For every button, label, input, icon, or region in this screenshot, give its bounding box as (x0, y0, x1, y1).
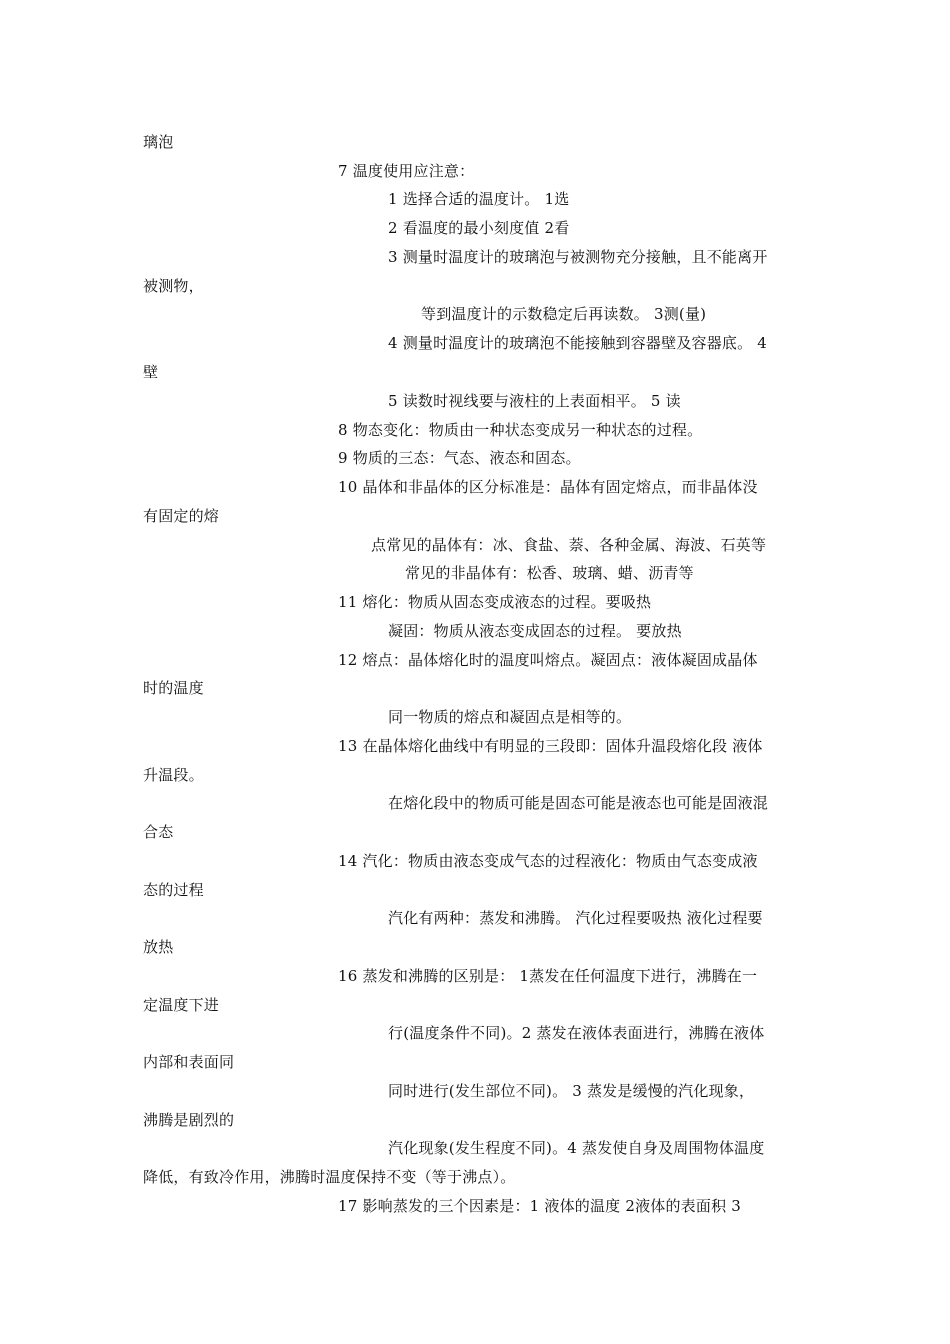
text-line: 放热 (143, 938, 174, 956)
text-line: 等到温度计的示数稳定后再读数。 3测(量) (421, 305, 707, 323)
text-line: 16 蒸发和沸腾的区别是： 1蒸发在任何温度下进行，沸腾在一 (338, 967, 758, 985)
text-line: 璃泡 (143, 133, 174, 151)
text-line: 有固定的熔 (143, 507, 220, 525)
text-line: 汽化有两种：蒸发和沸腾。 汽化过程要吸热 液化过程要 (388, 909, 763, 927)
text-line: 同一物质的熔点和凝固点是相等的。 (388, 708, 632, 726)
text-line: 汽化现象(发生程度不同)。4 蒸发使自身及周围物体温度 (388, 1139, 765, 1157)
text-line: 9 物质的三态：气态、液态和固态。 (338, 449, 581, 467)
text-line: 3 测量时温度计的玻璃泡与被测物充分接触，且不能离开 (388, 248, 768, 266)
text-line: 11 熔化：物质从固态变成液态的过程。要吸热 (338, 593, 652, 611)
text-line: 沸腾是剧烈的 (143, 1111, 235, 1129)
text-line: 8 物态变化：物质由一种状态变成另一种状态的过程。 (338, 421, 703, 439)
text-line: 同时进行(发生部位不同)。 3 蒸发是缓慢的汽化现象， (388, 1082, 755, 1100)
text-line: 7 温度使用应注意： (338, 162, 475, 180)
text-line: 点常见的晶体有：冰、食盐、萘、各种金属、海波、石英等 (371, 536, 767, 554)
text-line: 1 选择合适的温度计。 1选 (388, 190, 570, 208)
text-line: 12 熔点：晶体熔化时的温度叫熔点。凝固点：液体凝固成晶体 (338, 651, 758, 669)
text-line: 凝固：物质从液态变成固态的过程。 要放热 (388, 622, 682, 640)
text-line: 时的温度 (143, 679, 204, 697)
text-line: 4 测量时温度计的玻璃泡不能接触到容器壁及容器底。 4 (388, 334, 768, 352)
text-line: 10 晶体和非晶体的区分标准是：晶体有固定熔点，而非晶体没 (338, 478, 758, 496)
text-line: 常见的非晶体有：松香、玻璃、蜡、沥青等 (405, 564, 694, 582)
text-line: 5 读数时视线要与液柱的上表面相平。 5 读 (388, 392, 681, 410)
text-line: 13 在晶体熔化曲线中有明显的三段即：固体升温段熔化段 液体 (338, 737, 763, 755)
text-line: 态的过程 (143, 881, 204, 899)
text-line: 17 影响蒸发的三个因素是：1 液体的温度 2液体的表面积 3 (338, 1197, 741, 1215)
text-line: 2 看温度的最小刻度值 2看 (388, 219, 570, 237)
text-line: 行(温度条件不同)。2 蒸发在液体表面进行，沸腾在液体 (388, 1024, 765, 1042)
text-line: 降低，有致冷作用，沸腾时温度保持不变（等于沸点）。 (143, 1168, 516, 1186)
text-line: 升温段。 (143, 766, 204, 784)
text-line: 定温度下进 (143, 996, 220, 1014)
text-line: 14 汽化：物质由液态变成气态的过程液化：物质由气态变成液 (338, 852, 758, 870)
text-line: 壁 (143, 363, 159, 381)
text-line: 在熔化段中的物质可能是固态可能是液态也可能是固液混 (388, 794, 769, 812)
text-line: 被测物， (143, 277, 204, 295)
text-line: 内部和表面同 (143, 1053, 235, 1071)
text-line: 合态 (143, 823, 174, 841)
